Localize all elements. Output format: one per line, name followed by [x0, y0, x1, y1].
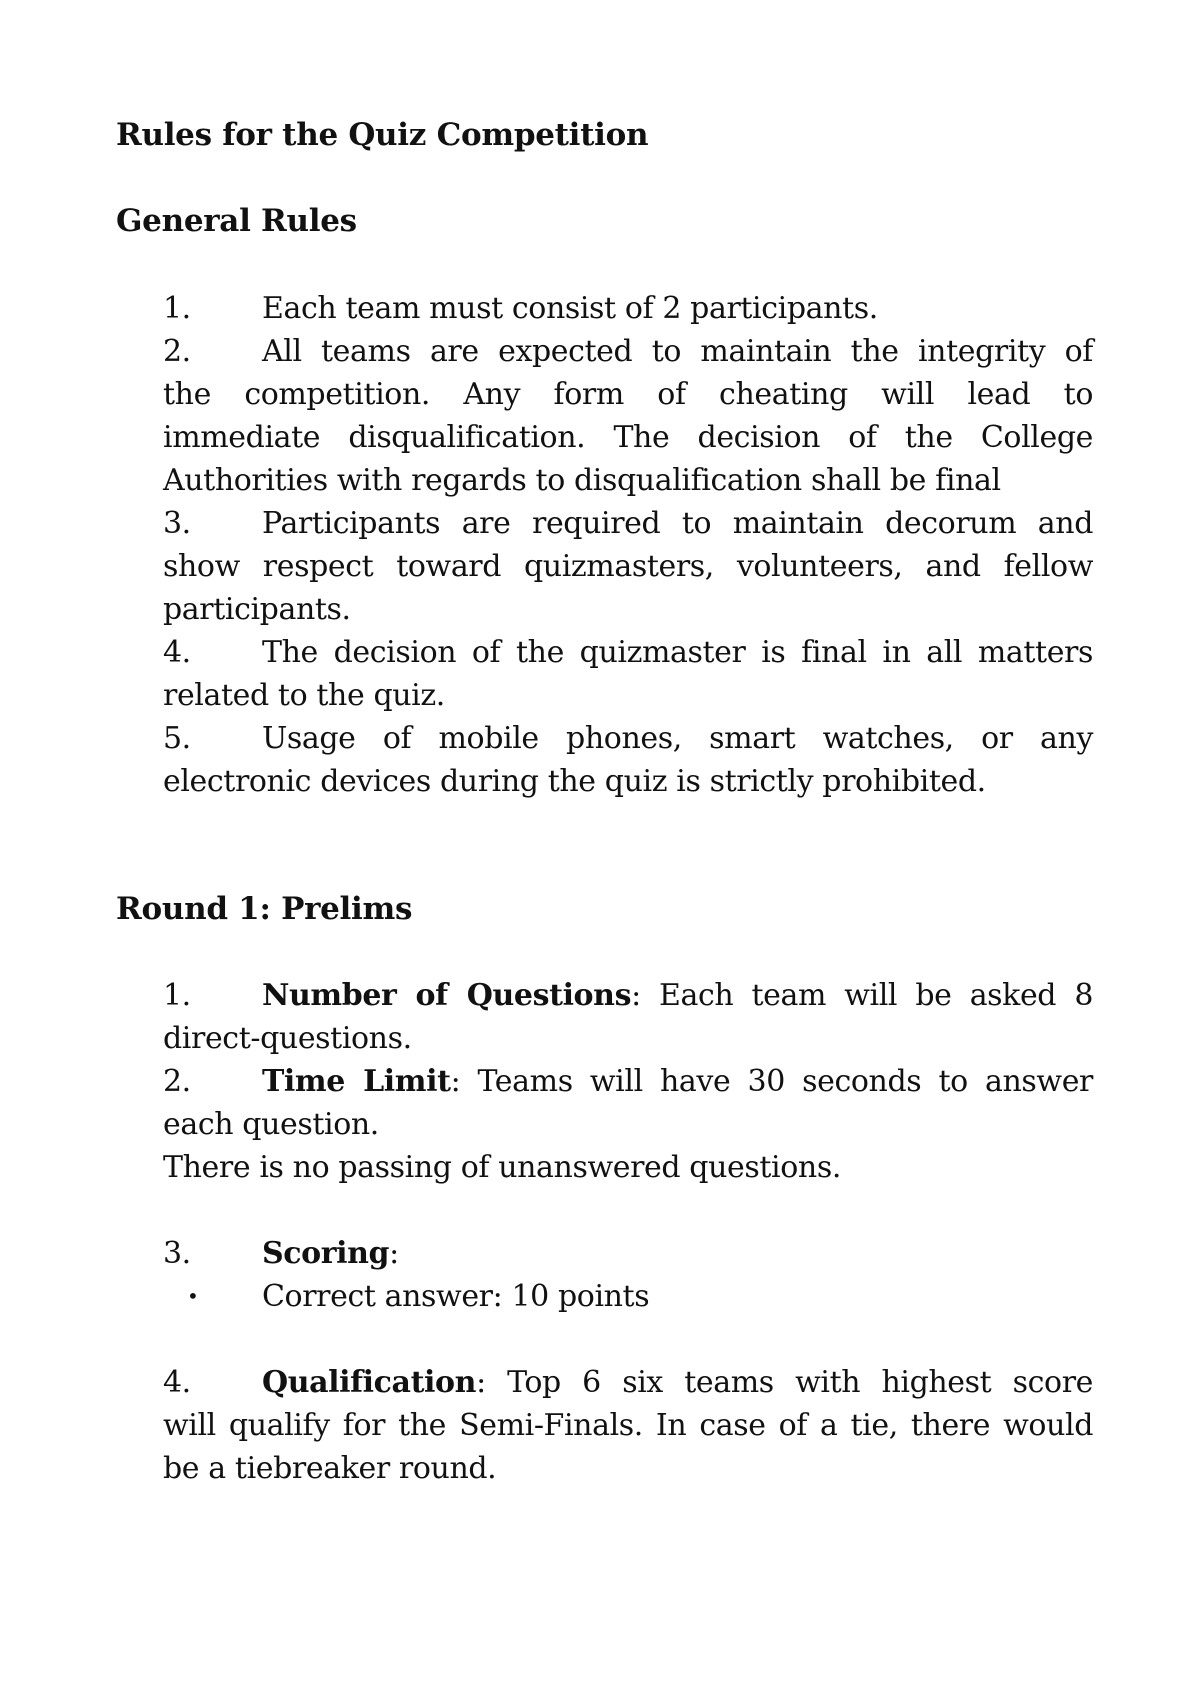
rule-colon: : [476, 1365, 486, 1400]
general-rule-1 [163, 287, 1093, 330]
round1-heading: Round 1: Prelims [116, 891, 413, 927]
rule-text-line: The decision of the quizmaster is final in all matters [262, 635, 1093, 670]
rule-text-line: All teams are expected to maintain the integrity of [262, 334, 1093, 369]
round1-rule-time-limit [163, 1060, 1093, 1189]
rule-text-line: direct-questions. [163, 1021, 412, 1056]
rule-text-line: be a tiebreaker round. [163, 1451, 497, 1486]
rule-label: Qualification [262, 1365, 477, 1400]
general-rule-2 [163, 330, 1093, 502]
rule-text-line: participants. [163, 592, 351, 627]
rule-number: 3. [163, 506, 191, 541]
document-title: Rules for the Quiz Competition [116, 117, 649, 153]
general-rule-3 [163, 502, 1093, 631]
rule-number: 4. [163, 1365, 191, 1400]
rule-text-line: related to the quiz. [163, 678, 445, 713]
rule-text-line: each question. [163, 1107, 379, 1142]
round1-rule-number-of-questions [163, 974, 1093, 1060]
rule-text-line: immediate disqualification. The decision of the College [163, 420, 1093, 455]
rule-text-line: Teams will have 30 seconds to answer [460, 1064, 1094, 1099]
general-rule-5 [163, 717, 1093, 803]
round1-rule-qualification [163, 1361, 1093, 1490]
rule-label: Time Limit [262, 1064, 451, 1099]
rule-colon: : [631, 978, 641, 1013]
rule-text-line: Each team will be asked 8 [640, 978, 1094, 1013]
rule-number: 2. [163, 1064, 191, 1099]
rule-text-line: will qualify for the Semi-Finals. In case of a tie, there would [163, 1408, 1093, 1443]
rule-colon: : [389, 1236, 399, 1271]
rule-text-line: show respect toward quizmasters, volunteers, and fellow [163, 549, 1093, 584]
rule-number: 3. [163, 1236, 191, 1271]
rule-note: There is no passing of unanswered questions. [163, 1150, 841, 1185]
general-rules-heading: General Rules [116, 203, 357, 239]
bullet-text: Correct answer: 10 points [262, 1279, 650, 1314]
rule-text-line: electronic devices during the quiz is strictly prohibited. [163, 764, 986, 799]
rule-number: 4. [163, 635, 191, 670]
bullet-icon: • [187, 1284, 199, 1308]
rule-text-line: Usage of mobile phones, smart watches, or any [262, 721, 1093, 756]
general-rule-4 [163, 631, 1093, 717]
rule-number: 1. [163, 291, 191, 326]
rule-text-line: Participants are required to maintain decorum and [262, 506, 1093, 541]
rule-number: 2. [163, 334, 191, 369]
rule-colon: : [450, 1064, 461, 1099]
round1-rule-scoring [163, 1232, 1093, 1275]
rule-text: Each team must consist of 2 participants. [262, 291, 878, 326]
rule-number: 1. [163, 978, 191, 1013]
rule-number: 5. [163, 721, 191, 756]
rule-label: Scoring [262, 1236, 390, 1271]
rule-text-line: the competition. Any form of cheating will lead to [163, 377, 1093, 412]
rule-text-line: Top 6 six teams with highest score [485, 1365, 1093, 1400]
rule-label: Number of Questions [262, 978, 632, 1013]
rule-text-line: Authorities with regards to disqualification shall be final [163, 463, 1001, 498]
scoring-bullet-item [163, 1275, 1093, 1318]
